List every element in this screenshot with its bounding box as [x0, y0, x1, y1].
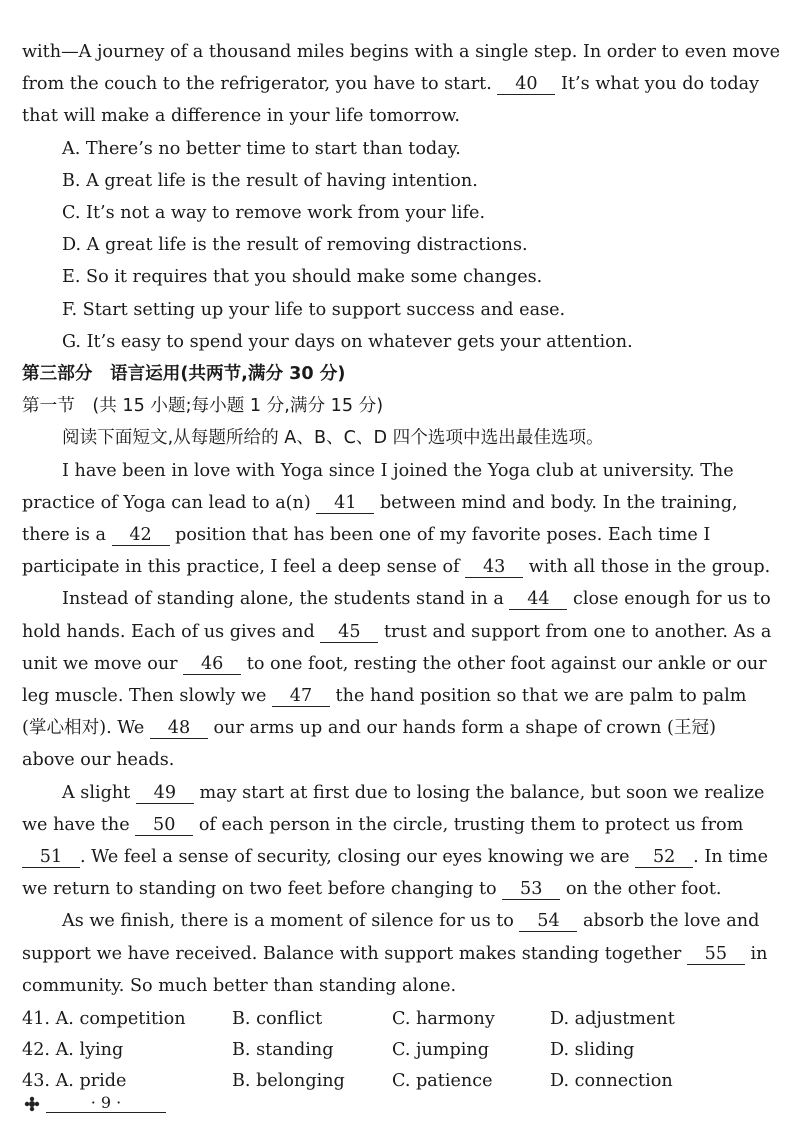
cloze-line: community. So much better than standing alone.: [22, 975, 457, 996]
cloze-line: [22, 551, 771, 583]
cloze-line: [22, 938, 768, 970]
text-segment: close enough for us to: [573, 589, 771, 610]
blank-53: 53: [502, 879, 560, 900]
passage-line: [22, 68, 758, 100]
choice-c: C. jumping: [392, 1040, 489, 1061]
text-segment: hold hands. Each of us gives and: [22, 621, 315, 642]
text-segment: position that has been one of my favorite poses. Each time I: [175, 525, 711, 546]
blank-42: 42: [112, 525, 170, 546]
section-heading: 第三部分 语言运用(共两节,满分 30 分): [22, 364, 346, 385]
choice-d: D. adjustment: [550, 1009, 675, 1030]
cloze-line: [22, 777, 765, 809]
text-segment: with all those in the group.: [528, 557, 771, 578]
text-segment: trust and support from one to another. As a: [383, 621, 772, 642]
choice-b: B. conflict: [232, 1009, 323, 1030]
text-segment: . We feel a sense of security, closing our eyes knowing we are: [80, 847, 630, 868]
blank-49: 49: [136, 783, 194, 804]
text-segment: to one foot, resting the other foot against our ankle or our: [246, 653, 767, 674]
text-segment: A slight: [62, 782, 131, 803]
question-row: [22, 1035, 758, 1066]
cloze-line: [22, 680, 758, 712]
choice-b: B. belonging: [232, 1071, 345, 1092]
text-segment: absorb the love and: [583, 911, 760, 932]
section-subheading: 第一节 (共 15 小题;每小题 1 分,满分 15 分): [22, 396, 384, 417]
option-line: B. A great life is the result of having intention.: [62, 170, 478, 191]
choice-c: C. harmony: [392, 1009, 495, 1030]
choice-d: D. connection: [550, 1071, 673, 1092]
text-segment: in: [750, 943, 768, 964]
blank-41: 41: [316, 493, 374, 514]
question-list: [22, 1004, 758, 1097]
blank-44: 44: [509, 589, 567, 610]
cloze-line: above our heads.: [22, 750, 175, 771]
choice-a: 41. A. competition: [22, 1009, 186, 1030]
question-row: [22, 1004, 758, 1035]
option-line: A. There’s no better time to start than today.: [62, 138, 461, 159]
text-segment: we have the: [22, 814, 130, 835]
flower-ornament-icon: [24, 1096, 40, 1112]
choice-c: C. patience: [392, 1071, 493, 1092]
blank-43: 43: [465, 557, 523, 578]
instruction: 阅读下面短文,从每题所给的 A、B、C、D 四个选项中选出最佳选项。: [62, 428, 604, 449]
cloze-line: [22, 519, 758, 551]
text-segment: participate in this practice, I feel a deep sense of: [22, 557, 460, 578]
blank-52: 52: [635, 847, 693, 868]
option-line: D. A great life is the result of removing distractions.: [62, 235, 528, 256]
choice-b: B. standing: [232, 1040, 334, 1061]
cloze-line: I have been in love with Yoga since I joined the Yoga club at university. The: [62, 460, 734, 481]
choice-d: D. sliding: [550, 1040, 635, 1061]
text-segment: practice of Yoga can lead to a(n): [22, 492, 311, 513]
text-segment: As we finish, there is a moment of silence for us to: [62, 911, 514, 932]
page-number-footer: [24, 1094, 166, 1113]
text-segment: there is a: [22, 525, 106, 546]
cloze-line: [22, 487, 758, 519]
cloze-line: [22, 905, 758, 937]
option-line: E. So it requires that you should make some changes.: [62, 267, 543, 288]
passage-line: with—A journey of a thousand miles begins with a single step. In order to even move: [22, 42, 781, 62]
cloze-line: [22, 648, 767, 680]
page-number: · 9 ·: [46, 1094, 166, 1113]
text-segment: between mind and body. In the training,: [379, 492, 738, 513]
choice-a: 42. A. lying: [22, 1040, 124, 1061]
blank-50: 50: [135, 815, 193, 836]
option-line: G. It’s easy to spend your days on whatever gets your attention.: [62, 331, 633, 352]
blank-40: 40: [497, 74, 555, 95]
question-row: [22, 1066, 758, 1097]
text-segment: of each person in the circle, trusting them to protect us from: [198, 814, 744, 835]
blank-45: 45: [320, 622, 378, 643]
cloze-line: [22, 616, 772, 648]
text-segment: . In time: [693, 847, 769, 868]
cloze-line: [22, 873, 758, 905]
text-segment: unit we move our: [22, 653, 178, 674]
cloze-line: [22, 712, 758, 744]
blank-54: 54: [519, 911, 577, 932]
blank-48: 48: [150, 718, 208, 739]
blank-46: 46: [183, 654, 241, 675]
blank-51: 51: [22, 847, 80, 868]
text-segment: Instead of standing alone, the students stand in a: [62, 589, 504, 610]
text-segment: (掌心相对). We: [22, 718, 145, 739]
passage-line: that will make a difference in your life tomorrow.: [22, 106, 460, 127]
cloze-line: [22, 841, 769, 873]
cloze-line: [22, 809, 758, 841]
text-segment: may start at first due to losing the balance, but soon we realize: [199, 782, 765, 803]
option-line: F. Start setting up your life to support success and ease.: [62, 299, 566, 320]
text-segment: from the couch to the refrigerator, you have to start.: [22, 74, 492, 95]
text-segment: our arms up and our hands form a shape of crown (王冠): [213, 718, 716, 739]
text-segment: on the other foot.: [565, 879, 722, 900]
text-segment: support we have received. Balance with support makes standing together: [22, 943, 682, 964]
choice-a: 43. A. pride: [22, 1071, 127, 1092]
text-segment: we return to standing on two feet before changing to: [22, 879, 497, 900]
text-segment: the hand position so that we are palm to palm: [335, 686, 747, 707]
text-segment: It’s what you do today: [561, 74, 760, 95]
option-line: C. It’s not a way to remove work from your life.: [62, 203, 486, 224]
exam-page: [22, 36, 781, 1097]
text-segment: leg muscle. Then slowly we: [22, 686, 267, 707]
blank-55: 55: [687, 944, 745, 965]
blank-47: 47: [272, 686, 330, 707]
cloze-line: [22, 583, 771, 615]
